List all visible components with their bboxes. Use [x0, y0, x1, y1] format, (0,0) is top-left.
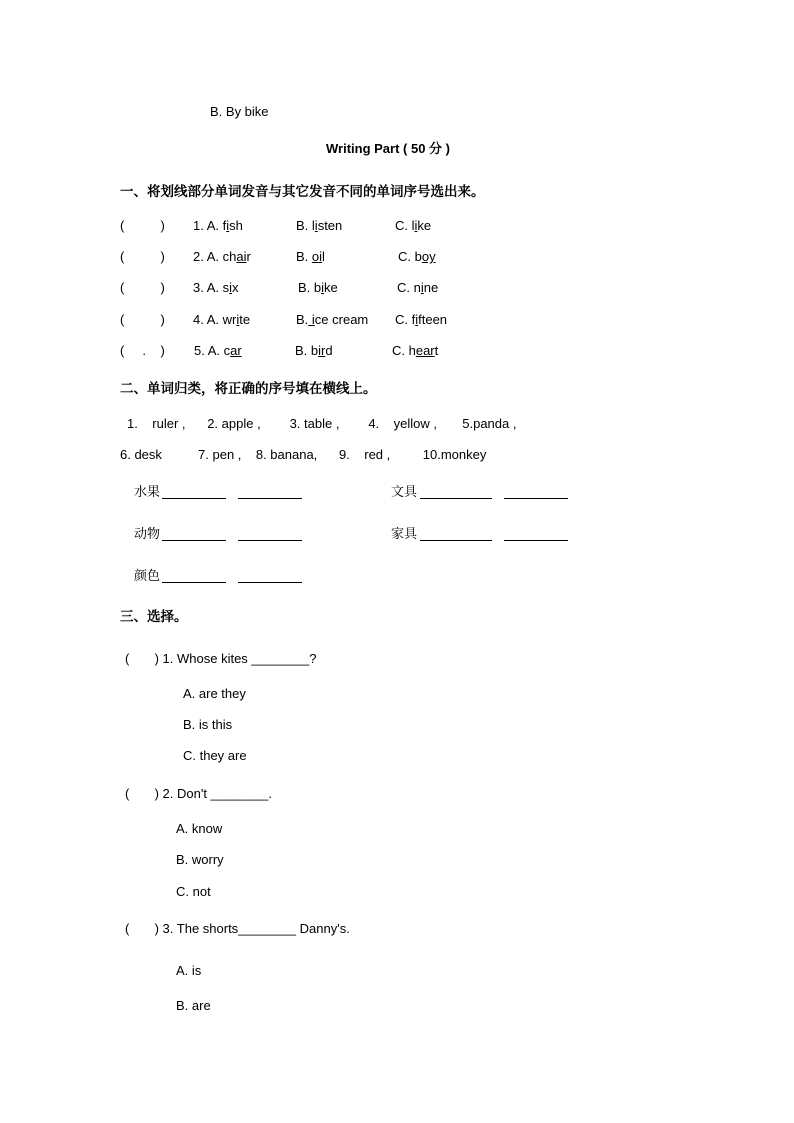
- word-part: C. h: [392, 343, 416, 358]
- underlined-letters: i: [321, 280, 325, 295]
- category-color-label: 颜色: [134, 568, 161, 583]
- underlined-letters: i: [414, 218, 418, 233]
- word-part: te: [239, 312, 251, 327]
- word-part: 2. A. ch: [193, 249, 237, 264]
- answer-bracket[interactable]: ( ): [120, 249, 165, 264]
- option-b: [296, 218, 342, 234]
- section1-heading: 一、将划线部分单词发音与其它发音不同的单词序号选出来。: [120, 184, 485, 199]
- color-blank-2[interactable]: [238, 582, 302, 583]
- q2-option-c: C. not: [176, 884, 211, 899]
- option-c: [395, 312, 447, 328]
- q3-option-b: B. are: [176, 998, 211, 1013]
- answer-bracket[interactable]: ( ): [120, 280, 165, 295]
- answer-bracket[interactable]: ( ): [120, 312, 165, 327]
- word-list-line-2: 6. desk 7. pen , 8. banana, 9. red , 10.monkey: [120, 447, 487, 462]
- q2-option-a: A. know: [176, 821, 223, 836]
- choice-question-3: ( ) 3. The shorts________ Danny's.: [125, 921, 350, 936]
- word-part: d: [325, 343, 333, 358]
- word-part: fteen: [418, 312, 448, 327]
- option-a: [193, 312, 250, 328]
- animal-blank-2[interactable]: [238, 540, 302, 541]
- word-part: B.: [296, 312, 309, 327]
- word-part: C. b: [398, 249, 422, 264]
- underlined-letters: ear: [415, 343, 435, 358]
- option-b: [296, 249, 325, 265]
- option-a: [194, 343, 242, 359]
- page-title: Writing Part ( 50 分 ): [326, 141, 450, 156]
- word-part: C. f: [395, 312, 416, 327]
- underlined-letters: i: [314, 218, 318, 233]
- q1-option-a: A. are they: [183, 686, 246, 701]
- word-part: B. b: [295, 343, 319, 358]
- stationery-blank-1[interactable]: [420, 498, 492, 499]
- option-a: [193, 218, 243, 234]
- option-b: [298, 280, 338, 296]
- word-part: ke: [324, 280, 338, 295]
- option-c: [395, 218, 431, 234]
- word-part: 3. A. s: [193, 280, 230, 295]
- underlined-letters: i: [308, 312, 315, 327]
- furniture-blank-2[interactable]: [504, 540, 568, 541]
- option-c: [398, 249, 436, 265]
- word-part: sh: [229, 218, 243, 233]
- word-part: sten: [317, 218, 343, 233]
- underlined-letters: i: [236, 312, 240, 327]
- underlined-letters: ir: [318, 343, 326, 358]
- option-b: [295, 343, 333, 359]
- category-furniture-label: 家具: [391, 526, 418, 541]
- category-fruit-label: 水果: [134, 484, 161, 499]
- word-part: l: [322, 249, 325, 264]
- word-part: B. l: [296, 218, 315, 233]
- underlined-letters: oy: [421, 249, 436, 264]
- previous-question-option: B. By bike: [210, 104, 269, 119]
- color-blank-1[interactable]: [162, 582, 226, 583]
- q1-option-b: B. is this: [183, 717, 233, 732]
- category-animal-label: 动物: [134, 526, 161, 541]
- word-part: C. n: [397, 280, 421, 295]
- underlined-letters: ar: [230, 343, 242, 358]
- animal-blank-1[interactable]: [162, 540, 226, 541]
- word-part: 1. A. f: [193, 218, 227, 233]
- word-part: t: [434, 343, 439, 358]
- stationery-blank-2[interactable]: [504, 498, 568, 499]
- furniture-blank-1[interactable]: [420, 540, 492, 541]
- choice-question-2: ( ) 2. Don't ________.: [125, 786, 273, 801]
- category-stationery-label: 文具: [391, 484, 418, 499]
- word-part: B.: [296, 249, 312, 264]
- fruit-blank-1[interactable]: [162, 498, 226, 499]
- option-c: [397, 280, 438, 296]
- option-a: [193, 249, 251, 265]
- underlined-letters: i: [226, 218, 230, 233]
- section2-heading: 二、单词归类，将正确的序号填在横线上。: [120, 381, 377, 396]
- section3-heading: 三、选择。: [120, 609, 188, 624]
- word-part: x: [232, 280, 239, 295]
- underlined-letters: i: [415, 312, 419, 327]
- underlined-letters: ai: [236, 249, 247, 264]
- choice-question-1: ( ) 1. Whose kites ________?: [125, 651, 317, 666]
- option-b: [296, 312, 368, 328]
- word-list-line-1: 1. ruler , 2. apple , 3. table , 4. yellow , 5.panda ,: [127, 416, 517, 431]
- q1-option-c: C. they are: [183, 748, 247, 763]
- word-part: ce cream: [314, 312, 369, 327]
- word-part: ke: [417, 218, 432, 233]
- word-part: C. l: [395, 218, 415, 233]
- underlined-letters: i: [420, 280, 424, 295]
- word-part: 5. A. c: [194, 343, 231, 358]
- option-c: [392, 343, 438, 359]
- answer-bracket[interactable]: ( ): [120, 218, 165, 233]
- underlined-letters: i: [229, 280, 233, 295]
- q2-option-b: B. worry: [176, 852, 224, 867]
- underlined-letters: oi: [311, 249, 323, 264]
- fruit-blank-2[interactable]: [238, 498, 302, 499]
- q3-option-a: A. is: [176, 963, 202, 978]
- word-part: r: [246, 249, 251, 264]
- word-part: B. b: [298, 280, 322, 295]
- word-part: 4. A. wr: [193, 312, 237, 327]
- answer-bracket[interactable]: ( . ): [120, 343, 165, 358]
- word-part: ne: [423, 280, 439, 295]
- option-a: [193, 280, 239, 296]
